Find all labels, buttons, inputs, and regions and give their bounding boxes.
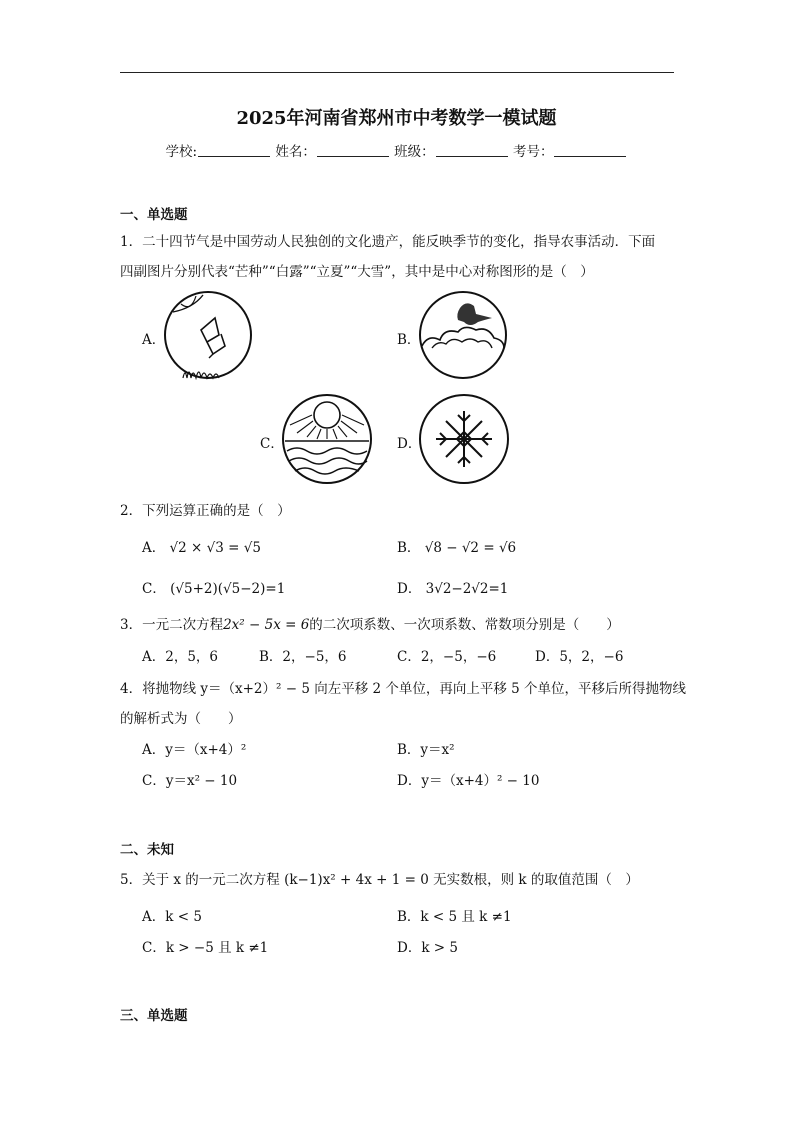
q1-option-c-label[interactable]: C．: [260, 436, 284, 452]
school-label: 学校:: [165, 144, 198, 160]
q2-b-result: √6: [498, 540, 517, 556]
section-heading-2: 二、未知: [120, 842, 174, 858]
q4-option-d[interactable]: D．y＝（x+4）² − 10: [397, 773, 540, 789]
q2-b-op: −: [446, 540, 458, 556]
class-label: 班级：: [394, 144, 435, 160]
q2-option-c-label: C．: [142, 581, 166, 597]
q4-stem-line1: 4．将抛物线 y＝（x+2）² − 5 向左平移 2 个单位，再向上平移 5 个单位，平移后所得抛物线: [120, 681, 687, 697]
q3-equation: 2x² − 5x = 6: [223, 617, 310, 633]
q3-option-a[interactable]: A．2，5，6: [142, 649, 219, 665]
q5-stem: 5．关于 x 的一元二次方程 (k−1)x² + 4x + 1 = 0 无实数根，则 k 的取值范围（ ）: [120, 872, 639, 888]
q4-option-b[interactable]: B．y＝x²: [397, 742, 455, 758]
q2-a-term1: √2: [169, 540, 187, 556]
header-rule: [120, 72, 674, 73]
q1-option-d-label[interactable]: D．: [397, 436, 422, 452]
q5-option-b[interactable]: B．k < 5 且 k ≠1: [397, 909, 512, 925]
class-blank[interactable]: [436, 144, 508, 157]
mangzhong-icon: [163, 290, 253, 380]
school-blank[interactable]: [198, 144, 270, 157]
q2-a-term2: √3: [206, 540, 224, 556]
q2-option-c[interactable]: [142, 577, 285, 597]
q2-option-d[interactable]: [397, 577, 508, 597]
q2-stem: 2．下列运算正确的是（ ）: [120, 503, 291, 519]
q2-a-op: ×: [191, 540, 203, 556]
name-blank[interactable]: [317, 144, 389, 157]
section-heading-3: 三、单选题: [120, 1008, 188, 1024]
q1-option-b-label[interactable]: B．: [397, 332, 421, 348]
lixia-icon: [281, 393, 373, 485]
student-info: [0, 140, 793, 160]
name-label: 姓名：: [275, 144, 316, 160]
q2-c-expr: (√5+2)(√5−2)=1: [170, 581, 286, 597]
q4-stem-line2: 的解析式为（ ）: [120, 711, 242, 727]
q2-b-term2: √2: [461, 540, 480, 556]
q2-d-expr: 3√2−2√2=1: [425, 581, 509, 597]
exam-title: 2025年河南省郑州市中考数学一模试题: [236, 108, 557, 129]
q1-stem-line2: 四副图片分别代表“芒种”“白露”“立夏”“大雪”，其中是中心对称图形的是（ ）: [120, 264, 594, 280]
q1-option-a-label[interactable]: A．: [142, 332, 166, 348]
q3-option-b[interactable]: B．2，−5，6: [259, 649, 347, 665]
q2-option-b-label: B．: [397, 540, 421, 556]
q2-b-term1: √8: [424, 540, 442, 556]
q2-option-b[interactable]: [397, 536, 516, 556]
q2-option-a-label: A．: [142, 540, 166, 556]
q5-option-d[interactable]: D．k > 5: [397, 940, 458, 956]
exam-no-label: 考号：: [512, 144, 554, 160]
bailu-icon: [418, 290, 508, 380]
q3-stem-a: 3．一元二次方程: [120, 617, 224, 633]
q3-option-d[interactable]: D．5，2，−6: [535, 649, 624, 665]
section-heading-1: 一、单选题: [120, 207, 188, 223]
q5-option-a[interactable]: A．k < 5: [142, 909, 202, 925]
q2-a-eq: =: [228, 540, 240, 556]
q2-a-result: √5: [243, 540, 261, 556]
daxue-icon: [418, 393, 510, 485]
q4-option-a[interactable]: A．y＝（x+4）²: [142, 742, 247, 758]
q4-option-c[interactable]: C．y＝x² − 10: [142, 773, 238, 789]
q3-option-c[interactable]: C．2，−5，−6: [397, 649, 497, 665]
q5-option-c[interactable]: C．k > −5 且 k ≠1: [142, 940, 269, 956]
q2-b-eq: =: [483, 540, 495, 556]
exam-no-blank[interactable]: [554, 144, 626, 157]
q2-option-d-label: D．: [397, 581, 422, 597]
q1-stem-line1: 1．二十四节气是中国劳动人民独创的文化遗产，能反映季节的变化，指导农事活动．下面: [120, 234, 656, 250]
q3-stem: [120, 613, 620, 633]
q2-option-a[interactable]: [142, 536, 261, 556]
q3-stem-b: 的二次项系数、一次项系数、常数项分别是（ ）: [309, 617, 620, 633]
